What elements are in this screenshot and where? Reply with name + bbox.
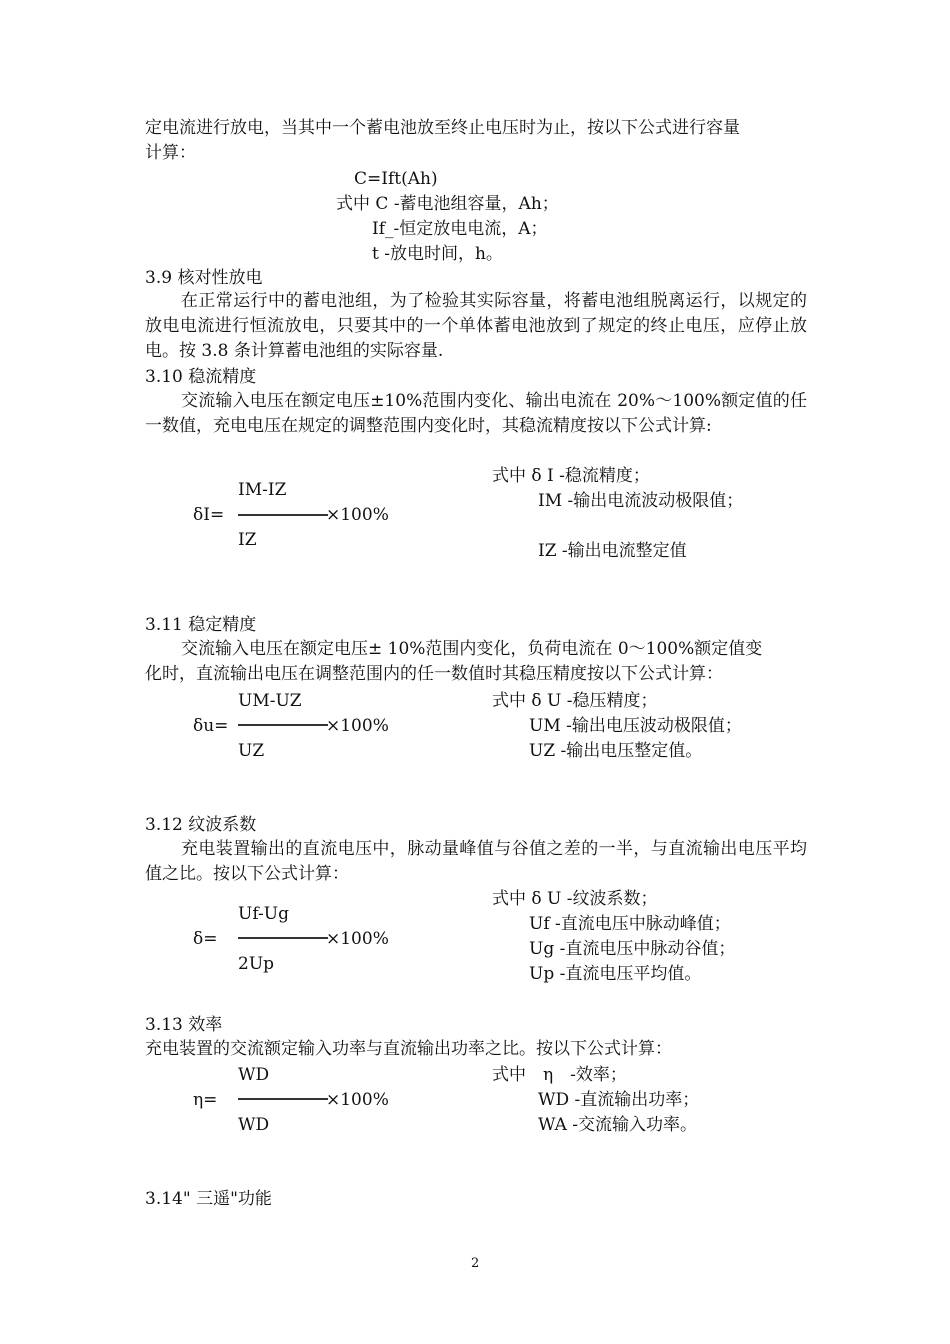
- ripple-lhs: δ=: [193, 929, 218, 949]
- section-3-13-text: 充电装置的交流额定输入功率与直流输出功率之比。按以下公式计算：: [145, 1039, 672, 1059]
- section-3-9-heading: 3.9 核对性放电: [145, 268, 263, 288]
- stable-current-where-3: IZ -输出电流整定值: [538, 541, 687, 561]
- intro-line-1: 定电流进行放电，当其中一个蓄电池放至终止电压时为止，按以下公式进行容量: [145, 118, 740, 138]
- section-3-10-heading: 3.10 稳流精度: [145, 367, 257, 387]
- ripple-where-3: Ug -直流电压中脉动谷值；: [529, 939, 736, 959]
- ripple-fraction-bar: [238, 937, 328, 939]
- capacity-where-2: If_-恒定放电电流，A；: [372, 219, 548, 239]
- section-3-11-line-2: 化时，直流输出电压在调整范围内的任一数值时其稳压精度按以下公式计算：: [145, 664, 723, 684]
- efficiency-where-2: WD -直流输出功率；: [538, 1090, 700, 1110]
- section-3-12-text: 充电装置输出的直流电压中，脉动量峰值与谷值之差的一半，与直流输出电压平均值之比。按以下公式计算：: [145, 839, 807, 884]
- capacity-where-3: t -放电时间，h。: [372, 244, 503, 264]
- ripple-factor: ×100%: [326, 929, 389, 949]
- efficiency-denominator: WD: [238, 1115, 270, 1135]
- efficiency-fraction-bar: [238, 1098, 328, 1100]
- capacity-formula: C=Ift(Ah): [354, 169, 438, 189]
- section-3-10-body: [145, 389, 807, 439]
- efficiency-factor: ×100%: [326, 1090, 389, 1110]
- stable-current-lhs: δI=: [193, 505, 225, 525]
- capacity-where-1: 式中 C -蓄电池组容量，Ah；: [336, 194, 559, 214]
- stable-current-where-1: 式中 δ I -稳流精度；: [492, 466, 650, 486]
- stable-current-where-2: IM -输出电流波动极限值；: [538, 491, 744, 511]
- stable-voltage-factor: ×100%: [326, 716, 389, 736]
- section-3-14-heading: 3.14" 三遥"功能: [145, 1189, 272, 1209]
- stable-voltage-denominator: UZ: [238, 741, 265, 761]
- intro-line-2: 计算：: [145, 143, 196, 163]
- stable-voltage-numerator: UM-UZ: [238, 691, 302, 711]
- stable-current-factor: ×100%: [326, 505, 389, 525]
- stable-current-numerator: IM-IZ: [238, 480, 287, 500]
- section-3-9-body: [145, 289, 807, 364]
- section-3-11-line-1: 交流输入电压在额定电压± 10%范围内变化，负荷电流在 0～100%额定值变: [181, 639, 763, 659]
- ripple-where-2: Uf -直流电压中脉动峰值；: [529, 914, 731, 934]
- stable-voltage-where-3: UZ -输出电压整定值。: [529, 741, 703, 761]
- section-3-11-heading: 3.11 稳定精度: [145, 615, 257, 635]
- ripple-numerator: Uf-Ug: [238, 904, 289, 924]
- stable-voltage-where-1: 式中 δ U -稳压精度；: [492, 691, 658, 711]
- section-3-9-text: 在正常运行中的蓄电池组，为了检验其实际容量，将蓄电池组脱离运行，以规定的放电电流进行恒流放电，只要其中的一个单体蓄电池放到了规定的终止电压，应停止放电。按 3.8 条计算蓄电池组的实际容量.: [145, 291, 807, 361]
- section-3-12-body: [145, 837, 807, 887]
- ripple-denominator: 2Up: [238, 954, 275, 974]
- efficiency-lhs: η=: [193, 1090, 218, 1110]
- efficiency-where-1: 式中 η -效率；: [492, 1065, 627, 1085]
- stable-current-denominator: IZ: [238, 530, 257, 550]
- section-3-12-heading: 3.12 纹波系数: [145, 815, 257, 835]
- efficiency-where-3: WA -交流输入功率。: [538, 1115, 698, 1135]
- ripple-where-1: 式中 δ U -纹波系数；: [492, 889, 658, 909]
- efficiency-numerator: WD: [238, 1065, 270, 1085]
- stable-voltage-fraction-bar: [238, 724, 328, 726]
- page-number: 2: [471, 1256, 480, 1271]
- stable-voltage-where-2: UM -输出电压波动极限值；: [529, 716, 742, 736]
- section-3-10-text: 交流输入电压在额定电压±10%范围内变化、输出电流在 20%～100%额定值的任一数值，充电电压在规定的调整范围内变化时，其稳流精度按以下公式计算:: [145, 391, 807, 436]
- stable-voltage-lhs: δu=: [193, 716, 229, 736]
- section-3-13-heading: 3.13 效率: [145, 1015, 223, 1035]
- stable-current-fraction-bar: [238, 514, 328, 516]
- ripple-where-4: Up -直流电压平均值。: [529, 964, 702, 984]
